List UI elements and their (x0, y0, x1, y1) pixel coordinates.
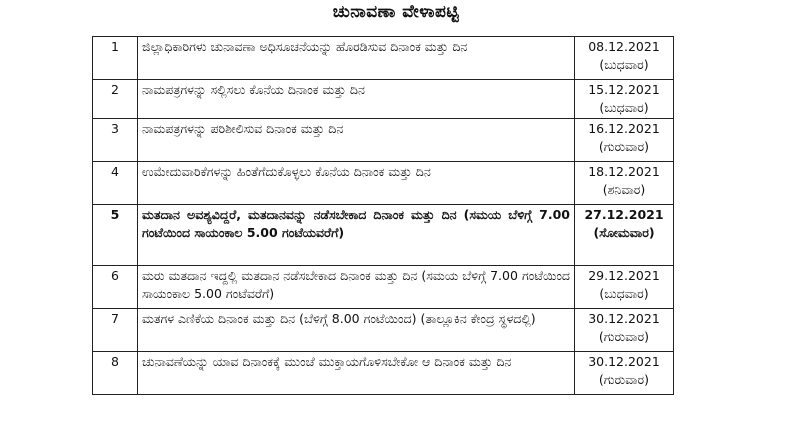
table-row (93, 119, 674, 162)
table-row (93, 309, 674, 352)
row-day: (ಗುರುವಾರ) (598, 329, 650, 344)
table-row (93, 80, 674, 119)
page-title: ಚುನಾವಣಾ ವೇಳಾಪಟ್ಟಿ (332, 2, 460, 22)
row-number: 5 (93, 205, 138, 266)
row-description: ಮತದಾನ ಅವಶ್ಯವಿದ್ದರೆ, ಮತದಾನವನ್ನು ನಡೆಸಬೇಕಾದ ದಿನಾಂಕ ಮತ್ತು ದಿನ (ಸಮಯ ಬೆಳಿಗ್ಗೆ 7.00 ಗಂಟೆಯಿಂದ ಸಾಯಂಕಾಲ 5.00 ಗಂಟೆಯವರೆಗೆ) (138, 205, 575, 266)
table-row (93, 37, 674, 80)
row-number: 6 (93, 266, 138, 309)
row-description: ನಾಮಪತ್ರಗಳನ್ನು ಸಲ್ಲಿಸಲು ಕೊನೆಯ ದಿನಾಂಕ ಮತ್ತು ದಿನ (138, 80, 575, 119)
row-date: 30.12.2021 (588, 311, 660, 326)
row-date-cell (575, 37, 674, 80)
row-date: 18.12.2021 (588, 164, 660, 179)
row-description: ಮರು ಮತದಾನ ಇದ್ದಲ್ಲಿ ಮತದಾನ ನಡೆಸಬೇಕಾದ ದಿನಾಂಕ ಮತ್ತು ದಿನ (ಸಮಯ ಬೆಳಿಗ್ಗೆ 7.00 ಗಂಟೆಯಿಂದ ಸಾಯಂಕಾಲ 5.00 ಗಂಟೆವರೆಗೆ) (138, 266, 575, 309)
row-number: 4 (93, 162, 138, 205)
table-row (93, 352, 674, 395)
election-schedule-table (92, 36, 674, 395)
row-date: 16.12.2021 (588, 121, 660, 136)
row-description: ಉಮೇದುವಾರಿಕೆಗಳನ್ನು ಹಿಂತೆಗೆದುಕೊಳ್ಳಲು ಕೊನೆಯ ದಿನಾಂಕ ಮತ್ತು ದಿನ (138, 162, 575, 205)
row-date-cell (575, 266, 674, 309)
row-day: (ಬುಧವಾರ) (599, 100, 649, 115)
row-description: ನಾಮಪತ್ರಗಳನ್ನು ಪರಿಶೀಲಿಸುವ ದಿನಾಂಕ ಮತ್ತು ದಿನ (138, 119, 575, 162)
row-date: 27.12.2021 (584, 207, 664, 222)
row-day: (ಗುರುವಾರ) (598, 372, 650, 387)
row-date-cell (575, 352, 674, 395)
row-number: 1 (93, 37, 138, 80)
row-day: (ಶನಿವಾರ) (602, 182, 646, 197)
row-description: ಚುನಾವಣೆಯನ್ನು ಯಾವ ದಿನಾಂಕಕ್ಕೆ ಮುಂಚೆ ಮುಕ್ತಾಯಗೊಳಿಸಬೇಕೋ ಆ ದಿನಾಂಕ ಮತ್ತು ದಿನ (138, 352, 575, 395)
row-number: 7 (93, 309, 138, 352)
row-date: 08.12.2021 (588, 39, 660, 54)
row-number: 2 (93, 80, 138, 119)
table-row (93, 162, 674, 205)
row-date-cell (575, 309, 674, 352)
row-date: 15.12.2021 (588, 82, 660, 97)
row-description: ಜಿಲ್ಲಾಧಿಕಾರಿಗಳು ಚುನಾವಣಾ ಅಧಿಸೂಚನೆಯನ್ನು ಹೊರಡಿಸುವ ದಿನಾಂಕ ಮತ್ತು ದಿನ (138, 37, 575, 80)
table-row (93, 205, 674, 266)
table-row (93, 266, 674, 309)
row-number: 8 (93, 352, 138, 395)
row-date-cell (575, 119, 674, 162)
row-date: 29.12.2021 (588, 268, 660, 283)
row-day: (ಬುಧವಾರ) (599, 57, 649, 72)
row-date-cell (575, 80, 674, 119)
row-date-cell (575, 205, 674, 266)
row-date: 30.12.2021 (588, 354, 660, 369)
row-day: (ಬುಧವಾರ) (599, 286, 649, 301)
row-day: (ಗುರುವಾರ) (598, 139, 650, 154)
row-date-cell (575, 162, 674, 205)
row-description: ಮತಗಳ ಎಣಿಕೆಯ ದಿನಾಂಕ ಮತ್ತು ದಿನ (ಬೆಳಿಗ್ಗೆ 8.00 ಗಂಟೆಯಿಂದ) (ತಾಲ್ಲೂಕಿನ ಕೇಂದ್ರ ಸ್ಥಳದಲ್ಲಿ) (138, 309, 575, 352)
row-day: (ಸೋಮವಾರ) (593, 225, 655, 240)
row-number: 3 (93, 119, 138, 162)
